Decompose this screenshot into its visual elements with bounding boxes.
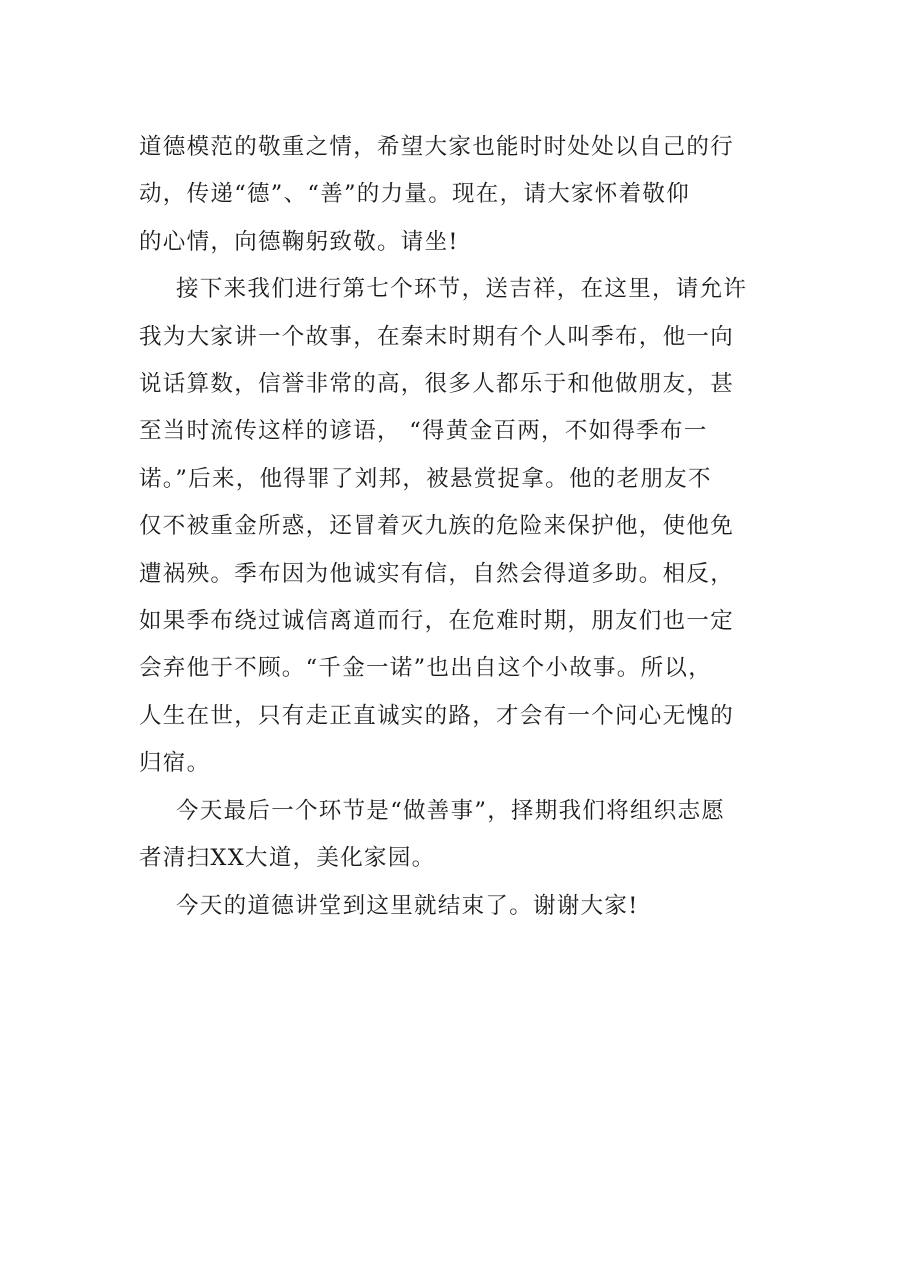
text-line: 者清扫XX大道，美化家园。	[139, 845, 436, 872]
text-line: 人生在世，只有走正直诚实的路，才会有一个问心无愧的	[139, 702, 735, 729]
paragraph-1	[139, 124, 764, 266]
paragraph-2	[139, 266, 764, 787]
text-line: 的心情，向德鞠躬致敬。请坐!	[139, 228, 459, 255]
text-line: 如果季布绕过诚信离道而行，在危难时期，朋友们也一定	[139, 608, 735, 635]
paragraph-4	[139, 883, 764, 930]
text-line: 遭祸殃。季布因为他诚实有信，自然会得道多助。相反，	[139, 560, 735, 587]
text-line: 会弃他于不顾。“千金一诺”也出自这个小故事。所以，	[139, 655, 713, 682]
text-line: 道德模范的敬重之情，希望大家也能时时处处以自己的行	[139, 134, 735, 160]
document-body	[139, 124, 764, 930]
paragraph-3	[139, 788, 764, 883]
text-line: 至当时流传这样的谚语， “得黄金百两，不如得季布一	[139, 418, 708, 445]
text-line: 归宿。	[139, 750, 211, 777]
text-line: 动，传递“德”、“善”的力量。现在，请大家怀着敬仰	[139, 181, 691, 208]
text-line: 说话算数，信誉非常的高，很多人都乐于和他做朋友，甚	[139, 371, 735, 398]
text-line: 我为大家讲一个故事，在秦末时期有个人叫季布，他一向	[139, 323, 735, 350]
text-line: 今天的道德讲堂到这里就结束了。谢谢大家!	[176, 892, 639, 919]
text-line: 今天最后一个环节是“做善事”，择期我们将组织志愿	[176, 797, 726, 824]
text-line: 仅不被重金所惑，还冒着灭九族的危险来保护他，使他免	[139, 513, 735, 540]
text-line: 接下来我们进行第七个环节，送吉祥，在这里，请允许	[176, 276, 748, 303]
text-line: 诺。”后来，他得罪了刘邦，被悬赏捉拿。他的老朋友不	[139, 465, 712, 492]
